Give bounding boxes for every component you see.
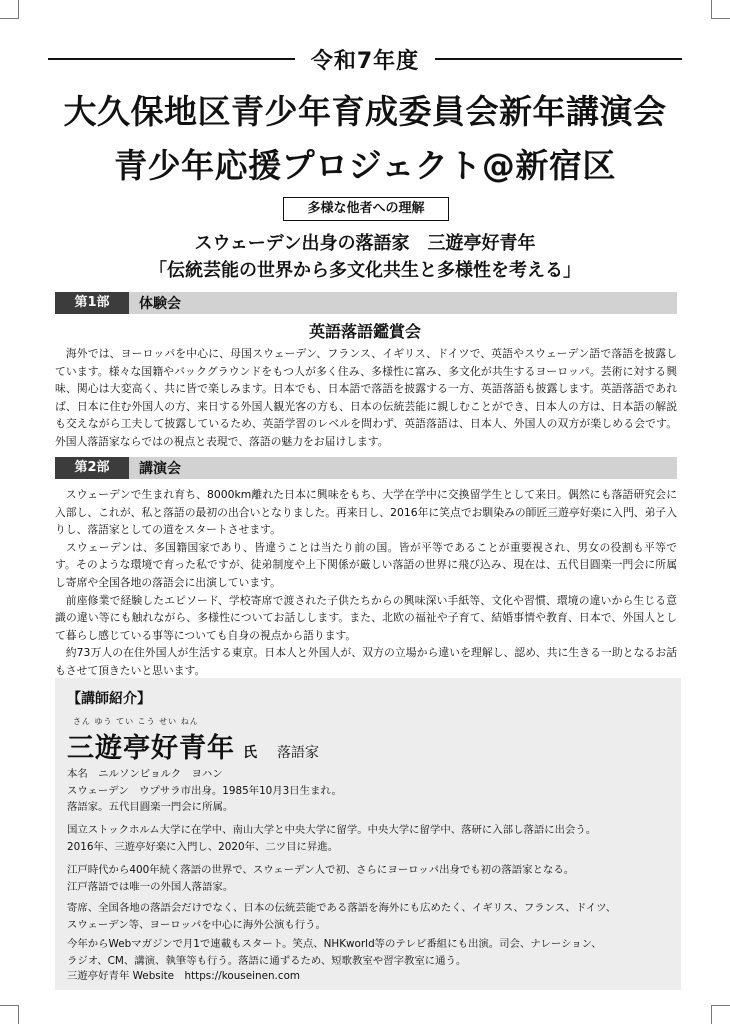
part1-title: 体験会 bbox=[139, 296, 181, 312]
profile-block-education bbox=[67, 822, 667, 855]
profile-block-overseas bbox=[67, 900, 667, 933]
part1-label: 第1部 bbox=[55, 292, 129, 314]
profile-line: 寄席、全国各地の落語会だけでなく、日本の伝統芸能である落語を海外にも広めたく、イギリス、フランス、ドイツ、 bbox=[67, 902, 617, 914]
part1-paragraph: 海外では、ヨーロッパを中心に、母国スウェーデン、フランス、イギリス、ドイツで、英語やスウェーデン語で落語を披露しています。様々な国籍やバックグラウンドをもつ人が多く住み、多様性に富み、多文化が共生するヨーロッパ。芸術に対する興味、関心は大変高く、共に皆で楽しみます。日本でも、日本語で落語を披露する一方、英語落語も披露します。英語落語であれば、日本に住む外国人の方、来日する外国人観光客の方も、日本の伝統芸能に親しむことができ、日本人の方は、日本語の解説も交えながら工夫して披露しているため、英語学習のレベルを問わず、英語落語は、日本人、外国人の双方が楽しめる会です。外国人落語家ならではの視点と表現で、落語の魅力をお届けします。 bbox=[55, 347, 678, 448]
name-row bbox=[67, 726, 319, 765]
profile-line: スウェーデン ウプサラ市出身。1985年10月3日生まれ。 bbox=[67, 784, 342, 797]
part2-title: 講演会 bbox=[139, 461, 181, 477]
year-rule-left bbox=[48, 58, 295, 60]
year-banner bbox=[48, 44, 682, 74]
profile-line: 国立ストックホルム大学に在学中、南山大学と中央大学に留学。中央大学に留学中、落研に入部し落語に出会う。 bbox=[67, 824, 597, 836]
part2-bar bbox=[55, 457, 677, 479]
crop-mark-top-left bbox=[0, 0, 19, 19]
part1-body bbox=[55, 345, 677, 451]
name-reading: さん ゆう てい こう せい ねん bbox=[73, 717, 199, 726]
website-line: 三遊亭好青年 Website https://kouseinen.com bbox=[67, 970, 301, 982]
year-rule-right bbox=[435, 58, 682, 60]
part2-paragraph-2: スウェーデンは、多国籍国家であり、皆違うことは当たり前の国。皆が平等であることが重要視され、男女の役割も平等です。そのような環境で育った私ですが、徒弟制度や上下関係が厳しい落語の世界に飛び込み、現在は、五代目圓楽一門会に所属し寄席や全国各地の落語会に出演しています。 bbox=[55, 540, 678, 589]
speaker-subtitle: スウェーデン出身の落語家 三遊亭好青年 bbox=[194, 233, 536, 254]
crop-mark-top-right bbox=[711, 0, 730, 19]
honorific: 氏 bbox=[243, 745, 257, 761]
speaker-name: 三遊亭好青年 bbox=[67, 733, 235, 764]
profile-block-media bbox=[67, 936, 667, 969]
fiscal-year: 令和7年度 bbox=[310, 48, 420, 74]
part2-paragraph-4: 約73万人の在住外国人が生活する東京。日本人と外国人が、双方の立場から違いを理解し、認め、共に生きる一助となるお話もさせて頂きたいと思います。 bbox=[55, 646, 678, 677]
crop-mark-bottom-left bbox=[0, 1005, 19, 1024]
profile-line: 2016年、三遊亭好楽に入門し、2020年、二ツ目に昇進。 bbox=[67, 840, 339, 853]
profile-line: 落語家。五代目圓楽一門会に所属。 bbox=[67, 801, 234, 813]
speaker-profile bbox=[55, 678, 681, 990]
profile-block-identity bbox=[67, 766, 667, 816]
event-title: 大久保地区青少年育成委員会新年講演会 bbox=[63, 92, 667, 131]
part2-body bbox=[55, 486, 677, 680]
profile-line: 今年からWebマガジンで月1で連載もスタート。笑点、NHKworld等のテレビ番組にも出演。司会、ナレーション、 bbox=[67, 938, 602, 950]
profile-line: スウェーデン等、ヨーロッパを中心に海外公演も行う。 bbox=[67, 918, 326, 931]
lecture-subtitle: 「伝統芸能の世界から多文化共生と多様性を考える」 bbox=[149, 260, 581, 281]
project-title: 青少年応援プロジェクト@新宿区 bbox=[114, 146, 616, 185]
profile-line: 本名 ニルソンビョルク ヨハン bbox=[67, 768, 223, 780]
occupation: 落語家 bbox=[277, 745, 319, 761]
profile-line: ラジオ、CM、講演、執筆等も行う。落語に通ずるため、短歌教室や習字教室に通う。 bbox=[67, 954, 467, 967]
theme-label: 多様な他者への理解 bbox=[283, 197, 449, 221]
part2-paragraph-1: スウェーデンで生まれ育ち、8000km離れた日本に興味をもち、大学在学中に交換留学生として来日。偶然にも落語研究会に入部し、これが、私と落語の最初の出合いとなりました。再来日し、2016年に笑点でお馴染みの師匠三遊亭好楽に入門、弟子入りし、落語家としての道をスタートさせます。 bbox=[55, 488, 677, 537]
part2-paragraph-3: 前座修業で経験したエピソード、学校寄席で渡された子供たちからの興味深い手紙等、文化や習慣、環境の違いから生じる意識の違い等にも触れながら、多様性についてお話しします。また、北欧の福祉や子育て、結婚事情や教育、日本で、外国人として暮らし感じている事等についても自身の視点から語ります。 bbox=[55, 593, 678, 642]
profile-block-website bbox=[67, 968, 667, 985]
part2-label: 第2部 bbox=[55, 457, 129, 479]
part1-heading: 英語落語鑑賞会 bbox=[308, 322, 421, 341]
profile-line: 江戸時代から400年続く落語の世界で、スウェーデン人で初、さらにヨーロッパ出身でも初の落語家となる。 bbox=[67, 864, 575, 876]
part1-bar bbox=[55, 292, 677, 314]
profile-block-career bbox=[67, 862, 667, 895]
profile-heading: 【講師紹介】 bbox=[67, 691, 151, 707]
crop-mark-bottom-right bbox=[711, 1005, 730, 1024]
profile-line: 江戸落語では唯一の外国人落語家。 bbox=[67, 880, 234, 893]
